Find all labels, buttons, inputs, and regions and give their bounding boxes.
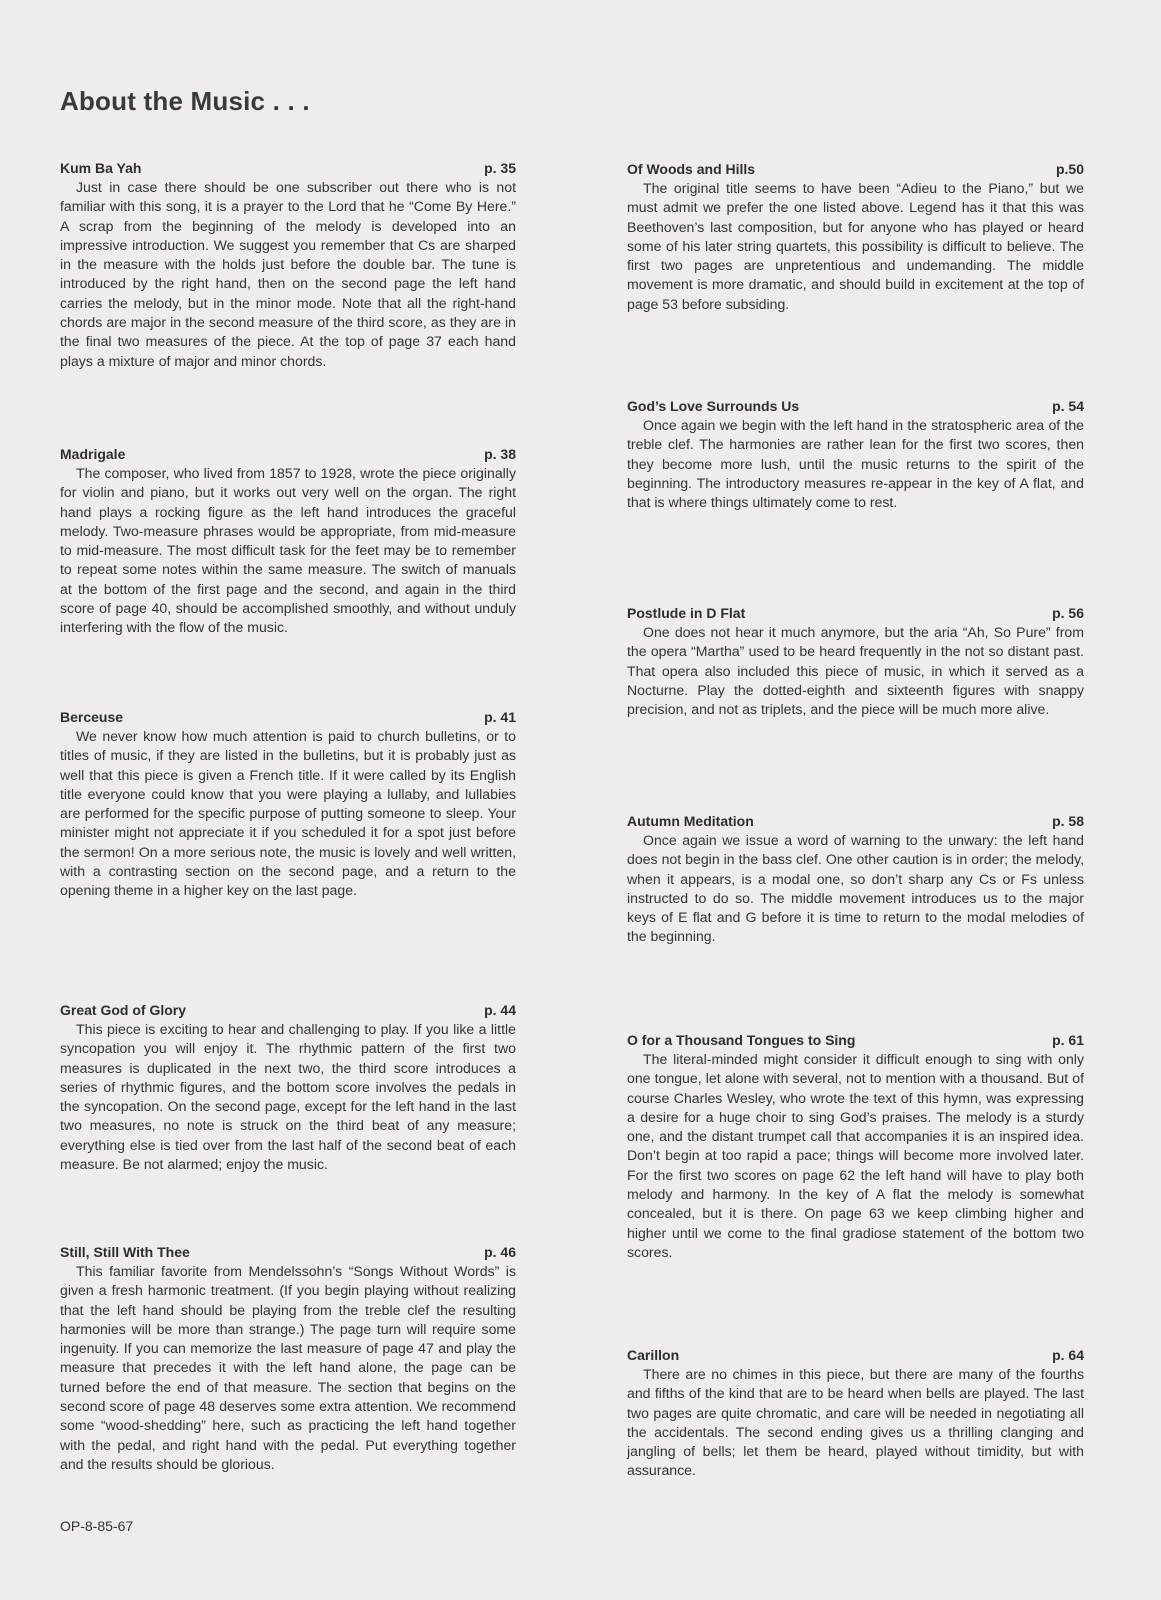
entry-title: Still, Still With Thee	[60, 1244, 190, 1260]
entry-page: p.50	[1055, 161, 1084, 177]
entry-madrigale	[60, 445, 516, 638]
entry-page: p. 58	[1052, 813, 1084, 829]
entry-text: Once again we begin with the left hand in the stratospheric area of the treble clef. The harmonies are rather lean for the first two scores, then they become more lush, until the music returns to the spirit of the beginning. The introductory measures re-appear in the key of A flat, and that is where things ultimately come to rest.	[627, 417, 1084, 511]
entry-page: p. 35	[484, 160, 516, 176]
entry-text: The literal-minded might consider it difficult enough to sing with only one tongue, let alone with several, not to mention with a thousand. But of course Charles Wesley, who wrote the text of this hymn, was expressing a desire for a huge choir to sing God’s praises. The melody is a sturdy one, and the distant trumpet call that accompanies it is an inspired idea. Don’t begin at too rapid a pace; things will become more involved later. For the first two scores on page 62 the left hand will have to play both melody and harmony. In the key of A flat the melody is somewhat concealed, but it is there. On page 63 we keep climbing higher and higher until we come to the final gradiose statement of the bottom two scores.	[627, 1051, 1084, 1260]
entry-header	[627, 1031, 1084, 1050]
entry-page: p. 44	[484, 1002, 516, 1018]
entry-header	[60, 445, 516, 464]
entry-text: This piece is exciting to hear and challenging to play. If you like a little syncopation you will enjoy it. The rhythmic pattern of the first two measures is duplicated in the next two, the third score introduces a series of rhythmic figures, and the bottom score involves the pedals in the syncopation. On the second page, except for the left hand in the last two measures, no note is struck on the third beat of any measure; everything else is tied over from the last half of the second beat of each measure. Be not alarmed; enjoy the music.	[60, 1021, 516, 1173]
entry-title: Of Woods and Hills	[627, 161, 756, 177]
entry-title: Great God of Glory	[60, 1002, 187, 1018]
entry-text: There are no chimes in this piece, but there are many of the fourths and fifths of the kind that are to be heard when bells are played. The last two pages are quite chromatic, and care will be needed in negotiating all the accidentals. The second ending gives us a thrilling clanging and jangling of bells; let them be heard, played without timidity, but with assurance.	[627, 1366, 1084, 1479]
entry-header	[60, 708, 516, 727]
entry-still-still-with-thee	[60, 1243, 516, 1474]
entry-page: p. 38	[484, 446, 516, 462]
entry-header	[627, 604, 1084, 623]
entry-kum-ba-yah	[60, 159, 516, 371]
entry-title: Berceuse	[60, 709, 124, 725]
entry-title: Carillon	[627, 1347, 680, 1363]
entry-text: The original title seems to have been “Adieu to the Piano,” but we must admit we prefer the one listed above. Legend has it that this was Beethoven’s last composition, but for anyone who has played or heard some of his later string quartets, this possibility is difficult to believe. The first two pages are unpretentious and undemanding. The middle movement is more dramatic, and should build in excitement at the top of page 53 before subsiding.	[627, 180, 1084, 312]
entry-text: One does not hear it much anymore, but the aria “Ah, So Pure” from the opera “Martha” used to be heard frequently in the not so distant past. That opera also included this piece of music, in which it served as a Nocturne. Play the dotted-eighth and sixteenth figures with snappy precision, and not as triplets, and the piece will be much more alive.	[627, 624, 1084, 718]
entry-berceuse	[60, 708, 516, 901]
entry-page: p. 54	[1052, 398, 1084, 414]
entry-title: Postlude in D Flat	[627, 605, 746, 621]
entry-postlude-in-d-flat	[627, 604, 1084, 719]
entry-page: p. 64	[1052, 1347, 1084, 1363]
entry-header	[627, 397, 1084, 416]
entry-o-for-a-thousand-tongues	[627, 1031, 1084, 1262]
entry-text: Just in case there should be one subscriber out there who is not familiar with this song, it is a prayer to the Lord that he “Come By Here.” A scrap from the beginning of the melody is developed into an impressive introduction. We suggest you remember that Cs are sharped in the measure with the holds just before the double bar. The tune is introduced by the right hand, then on the second page the left hand carries the melody, but in the minor mode. Note that all the right-hand chords are major in the second measure of the third score, as they are in the final two measures of the piece. At the top of page 37 each hand plays a mixture of major and minor chords.	[60, 179, 516, 369]
entry-page: p. 41	[484, 709, 516, 725]
entry-page: p. 56	[1052, 605, 1084, 621]
entry-page: p. 46	[484, 1244, 516, 1260]
entry-text: We never know how much attention is paid to church bulletins, or to titles of music, if they are listed in the bulletins, but it is probably just as well that this piece is given a French title. If it were called by its English title everyone could know that you were playing a lullaby, and lullabies are performed for the specific purpose of putting someone to sleep. Your minister might not appreciate it if you scheduled it for a spot just before the sermon! On a more serious note, the music is lovely and well written, with a contrasting section on the second page, and a return to the opening theme in a higher key on the last page.	[60, 728, 516, 899]
entry-header	[627, 812, 1084, 831]
entry-carillon	[627, 1346, 1084, 1481]
entry-header	[60, 1243, 516, 1262]
entry-great-god-of-glory	[60, 1001, 516, 1174]
entry-gods-love-surrounds-us	[627, 397, 1084, 512]
entry-title: O for a Thousand Tongues to Sing	[627, 1032, 856, 1048]
footer-code: OP-8-85-67	[60, 1518, 134, 1534]
entry-header	[627, 160, 1084, 179]
entry-title: Madrigale	[60, 446, 126, 462]
entry-title: God’s Love Surrounds Us	[627, 398, 800, 414]
entry-text: The composer, who lived from 1857 to 1928, wrote the piece originally for violin and piano, but it works out very well on the organ. The right hand plays a rocking figure as the left hand introduces the graceful melody. Two-measure phrases would be appropriate, from mid-measure to mid-measure. The most difficult task for the feet may be to remember to repeat some notes within the same measure. The switch of manuals at the bottom of the first page and the second, and again in the third score of page 40, should be accomplished smoothly, and without unduly interfering with the flow of the music.	[60, 465, 516, 636]
entry-of-woods-and-hills	[627, 160, 1084, 314]
entry-header	[627, 1346, 1084, 1365]
entry-text: Once again we issue a word of warning to the unwary: the left hand does not begin in the bass clef. One other caution is in order; the melody, when it appears, is a modal one, so don’t sharp any Cs or Fs unless instructed to do so. The middle movement introduces us to the major keys of E flat and G before it is time to return to the modal melodies of the beginning.	[627, 832, 1084, 945]
entry-header	[60, 1001, 516, 1020]
entry-header	[60, 159, 516, 178]
entry-title: Kum Ba Yah	[60, 160, 142, 176]
entry-title: Autumn Meditation	[627, 813, 754, 829]
entry-autumn-meditation	[627, 812, 1084, 947]
entry-text: This familiar favorite from Mendelssohn’s “Songs Without Words” is given a fresh harmonic treatment. (If you begin playing without realizing that the left hand should be playing from the treble clef the resulting harmonies will be more than strange.) The page turn will require some ingenuity. If you can memorize the last measure of page 47 and play the measure that precedes it with the left hand alone, the page can be turned before the end of that measure. The section that begins on the second score of page 48 deserves some extra attention. We recommend some “wood-shedding” here, such as practicing the left hand together with the pedal, and right hand with the pedal. Put everything together and the results should be glorious.	[60, 1263, 516, 1472]
page-title: About the Music . . .	[60, 86, 310, 116]
entry-page: p. 61	[1052, 1032, 1084, 1048]
